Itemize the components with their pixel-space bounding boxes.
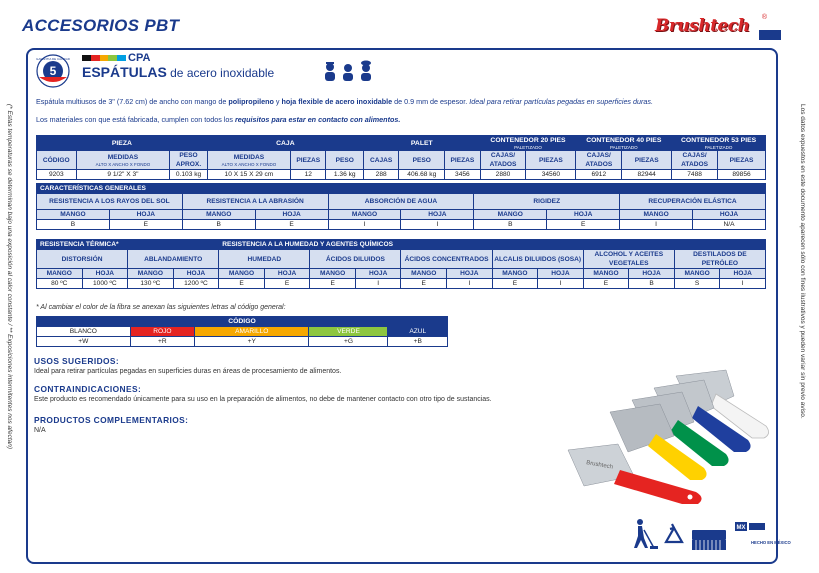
resistance-sub-mango-2: MANGO bbox=[219, 269, 265, 279]
col-c20-piezas: PIEZAS bbox=[526, 151, 576, 170]
blade-brand-text: Brushtech bbox=[585, 460, 614, 471]
group-pieza: PIEZA bbox=[37, 136, 208, 151]
color-name-2: AMARILLO bbox=[195, 327, 309, 337]
group-cont20-label: CONTENEDOR 20 PIES bbox=[490, 137, 566, 144]
table-cell-3: 10 X 15 X 29 cm bbox=[207, 170, 290, 180]
feature-col-1: RESISTENCIA A LA ABRASIÓN bbox=[182, 194, 328, 210]
usos-body: Ideal para retirar partículas pegadas en superficies duras en áreas de procesamiento de alimentos. bbox=[34, 368, 342, 375]
resistance-col-6: ALCOHOL Y ACEITES VEGETALES bbox=[583, 250, 674, 269]
resistance-sub-hoja-4: HOJA bbox=[447, 269, 493, 279]
side-note-right-text: Los datos expuestos en este documento aparecen sólo con fines ilustrativos y pueden variar sin previo aviso. bbox=[799, 104, 806, 419]
desc-text-c: y bbox=[273, 97, 282, 106]
resistance-sub-hoja-7: HOJA bbox=[720, 269, 766, 279]
resistance-value-4: E bbox=[219, 279, 265, 289]
color-stripe-3 bbox=[108, 55, 117, 61]
feature-sub-mango-4: MANGO bbox=[620, 210, 693, 220]
group-cont53-label: CONTENEDOR 53 PIES bbox=[681, 137, 757, 144]
table-cell-12: 82944 bbox=[622, 170, 672, 180]
side-note-right bbox=[799, 104, 813, 494]
col-medidas-label: MEDIDAS bbox=[107, 154, 139, 161]
feature-sub-hoja-0: HOJA bbox=[109, 210, 182, 220]
comp-body: N/A bbox=[34, 427, 46, 434]
color-code-2: +Y bbox=[195, 337, 309, 347]
col-caja-medidas bbox=[207, 151, 290, 170]
color-name-3: VERDE bbox=[309, 327, 388, 337]
color-stripe-2 bbox=[100, 55, 109, 61]
description-line-1 bbox=[36, 97, 653, 106]
feature-sub-hoja-3: HOJA bbox=[547, 210, 620, 220]
resistance-sub-mango-0: MANGO bbox=[37, 269, 83, 279]
table-cell-9: 2880 bbox=[480, 170, 526, 180]
desc2-text-b: requisitos para estar en contacto con alimentos. bbox=[234, 115, 401, 124]
quality-badge bbox=[36, 54, 70, 88]
resistance-value-2: 130 ºC bbox=[128, 279, 174, 289]
desc2-text-a: Los materiales con que está fabricada, cumplen con todos los bbox=[36, 115, 235, 124]
col-caja-medidas-label: MEDIDAS bbox=[233, 154, 265, 161]
resistance-sub-hoja-6: HOJA bbox=[629, 269, 675, 279]
thermal-title: RESISTENCIA TÉRMICA* bbox=[37, 240, 219, 250]
color-name-4: AZUL bbox=[388, 327, 448, 337]
usos-title: USOS SUGERIDOS: bbox=[34, 356, 120, 366]
feature-value-2: B bbox=[182, 220, 255, 230]
feature-value-6: B bbox=[474, 220, 547, 230]
quality-badge-number: 5 bbox=[49, 64, 57, 78]
mx-label: MX bbox=[736, 525, 746, 531]
resistance-sub-mango-4: MANGO bbox=[401, 269, 447, 279]
page-title: ACCESORIOS PBT bbox=[22, 16, 180, 35]
col-medidas-sub: ALTO X ANCHO X FONDO bbox=[95, 162, 151, 167]
resistance-value-1: 1000 ºC bbox=[82, 279, 128, 289]
desc-text-a: Espátula multiusos de 3" (7.62 cm) de ancho con mango de bbox=[36, 97, 229, 106]
col-c53-piezas: PIEZAS bbox=[718, 151, 766, 170]
col-palet-cajas: CAJAS bbox=[363, 151, 398, 170]
feature-sub-mango-3: MANGO bbox=[474, 210, 547, 220]
resistance-value-9: I bbox=[447, 279, 493, 289]
resistance-sub-mango-7: MANGO bbox=[674, 269, 720, 279]
made-in-label: HECHO EN MÉXICO bbox=[751, 540, 791, 545]
palletized-53: PALETIZADO bbox=[704, 145, 733, 150]
feature-sub-mango-1: MANGO bbox=[182, 210, 255, 220]
brand-bar-shape bbox=[759, 30, 781, 40]
color-code-4: +B bbox=[388, 337, 448, 347]
resistance-col-4: ÁCIDOS CONCENTRADOS bbox=[401, 250, 492, 269]
group-caja: CAJA bbox=[207, 136, 363, 151]
col-caja-peso: PESO bbox=[326, 151, 363, 170]
resistance-col-3: ÁCIDOS DILUIDOS bbox=[310, 250, 401, 269]
table-row bbox=[37, 220, 766, 230]
col-palet-piezas: PIEZAS bbox=[445, 151, 480, 170]
resistance-value-11: I bbox=[538, 279, 584, 289]
desc-text-f: Ideal para retirar partículas pegadas en superficies duras. bbox=[469, 97, 654, 106]
resistance-value-6: E bbox=[310, 279, 356, 289]
resistance-sub-hoja-5: HOJA bbox=[538, 269, 584, 279]
table-cell-2: 0.103 kg bbox=[170, 170, 207, 180]
resistance-sub-mango-1: MANGO bbox=[128, 269, 174, 279]
color-stripe-1 bbox=[91, 55, 100, 61]
color-name-1: ROJO bbox=[130, 327, 194, 337]
color-code-1: +R bbox=[130, 337, 194, 347]
resistance-value-0: 80 ºC bbox=[37, 279, 83, 289]
cpa-label: CPA bbox=[128, 52, 151, 64]
desc-text-e: de 0.9 mm de espesor. bbox=[392, 97, 470, 106]
table-cell-10: 34560 bbox=[526, 170, 576, 180]
resistance-value-5: E bbox=[264, 279, 310, 289]
feature-sub-hoja-2: HOJA bbox=[401, 210, 474, 220]
col-c20-cajas: CAJAS/ ATADOS bbox=[480, 151, 526, 170]
resistance-col-0: DISTORSIÓN bbox=[37, 250, 128, 269]
resistance-value-14: S bbox=[674, 279, 720, 289]
brand-registered-mark: ® bbox=[761, 14, 767, 21]
cleaning-icon bbox=[634, 519, 658, 549]
brush-icon bbox=[692, 530, 726, 550]
resistance-sub-mango-6: MANGO bbox=[583, 269, 629, 279]
group-cont53 bbox=[672, 136, 766, 151]
feature-sub-hoja-4: HOJA bbox=[693, 210, 766, 220]
product-title bbox=[82, 64, 274, 80]
spatulas-photo bbox=[566, 366, 776, 516]
general-features-table bbox=[36, 183, 766, 230]
resistance-value-10: E bbox=[492, 279, 538, 289]
col-medidas bbox=[76, 151, 170, 170]
color-stripe-4 bbox=[117, 55, 126, 61]
feature-value-3: E bbox=[255, 220, 328, 230]
resistance-value-8: E bbox=[401, 279, 447, 289]
palletized-20: PALETIZADO bbox=[514, 145, 542, 150]
desc-text-d: hoja flexible de acero inoxidable bbox=[281, 97, 393, 106]
group-cont20 bbox=[480, 136, 576, 151]
table-cell-13: 7488 bbox=[672, 170, 718, 180]
brand-logo bbox=[655, 14, 773, 44]
table-cell-4: 12 bbox=[291, 170, 326, 180]
resistance-sub-hoja-2: HOJA bbox=[264, 269, 310, 279]
color-code-title: CÓDIGO bbox=[37, 317, 448, 327]
color-code-0: +W bbox=[37, 337, 131, 347]
resistance-value-12: E bbox=[583, 279, 629, 289]
feature-value-5: I bbox=[401, 220, 474, 230]
group-cont40 bbox=[576, 136, 672, 151]
feature-col-3: RIGIDEZ bbox=[474, 194, 620, 210]
resistance-value-13: B bbox=[629, 279, 675, 289]
general-features-title: CARACTERÍSTICAS GENERALES bbox=[37, 184, 766, 194]
resistance-col-7: DESTILADOS DE PETRÓLEO bbox=[674, 250, 765, 269]
color-code-table bbox=[36, 316, 448, 347]
resistance-sub-hoja-3: HOJA bbox=[355, 269, 401, 279]
color-stripes bbox=[82, 55, 126, 61]
resistance-table bbox=[36, 239, 766, 289]
logistics-table bbox=[36, 135, 766, 180]
side-note-left bbox=[6, 104, 20, 494]
palletized-40: PALETIZADO bbox=[609, 145, 638, 150]
product-name: ESPÁTULAS bbox=[82, 64, 167, 80]
color-stripe-0 bbox=[82, 55, 91, 61]
col-codigo: CÓDIGO bbox=[37, 151, 77, 170]
footer-icons bbox=[630, 516, 791, 552]
resistance-col-2: HUMEDAD bbox=[219, 250, 310, 269]
col-palet-peso: PESO bbox=[399, 151, 445, 170]
resistance-col-5: ALCALIS DILUIDOS (SOSA) bbox=[492, 250, 583, 269]
table-cell-6: 288 bbox=[363, 170, 398, 180]
contra-body: Este producto es recomendado únicamente para su uso en la preparación de alimentos, no debe de mantener contacto con otro tipo de sustancias. bbox=[34, 396, 492, 403]
color-name-0: BLANCO bbox=[37, 327, 131, 337]
col-c40-piezas: PIEZAS bbox=[622, 151, 672, 170]
description-line-2 bbox=[36, 115, 400, 124]
table-cell-0: 9203 bbox=[37, 170, 77, 180]
feature-value-4: I bbox=[328, 220, 401, 230]
col-peso-aprox: PESO APROX. bbox=[170, 151, 207, 170]
comp-title: PRODUCTOS COMPLEMENTARIOS: bbox=[34, 415, 189, 425]
table-cell-7: 406.68 kg bbox=[399, 170, 445, 180]
group-palet: PALET bbox=[363, 136, 480, 151]
table-cell-11: 6912 bbox=[576, 170, 622, 180]
col-caja-piezas: PIEZAS bbox=[291, 151, 326, 170]
contra-title: CONTRAINDICACIONES: bbox=[34, 384, 142, 394]
resistance-value-3: 1200 ºC bbox=[173, 279, 219, 289]
feature-sub-hoja-1: HOJA bbox=[255, 210, 328, 220]
product-name-suffix: de acero inoxidable bbox=[166, 66, 275, 80]
food-workers-icon bbox=[322, 60, 376, 82]
feature-value-9: N/A bbox=[693, 220, 766, 230]
color-code-3: +G bbox=[309, 337, 388, 347]
resistance-sub-mango-3: MANGO bbox=[310, 269, 356, 279]
resistance-sub-hoja-1: HOJA bbox=[173, 269, 219, 279]
feature-sub-mango-2: MANGO bbox=[328, 210, 401, 220]
made-in-mexico-icon bbox=[734, 520, 792, 550]
feature-col-0: RESISTENCIA A LOS RAYOS DEL SOL bbox=[37, 194, 183, 210]
resistance-value-7: I bbox=[355, 279, 401, 289]
feature-col-2: ABSORCIÓN DE AGUA bbox=[328, 194, 474, 210]
feature-col-4: RECUPERACIÓN ELÁSTICA bbox=[620, 194, 766, 210]
resistance-col-1: ABLANDAMIENTO bbox=[128, 250, 219, 269]
col-c53-cajas: CAJAS/ ATADOS bbox=[672, 151, 718, 170]
feature-value-0: B bbox=[37, 220, 110, 230]
side-note-left-text: (* Estas temperaturas se determinan bajo una exposición al calor constante / ** Exposiciones intermitentes nos afectan) bbox=[6, 104, 13, 450]
desc-text-b: polipropileno bbox=[228, 97, 274, 106]
col-c40-cajas: CAJAS/ ATADOS bbox=[576, 151, 622, 170]
table-cell-5: 1.36 kg bbox=[326, 170, 363, 180]
table-row bbox=[37, 170, 766, 180]
table-row bbox=[37, 279, 766, 289]
quality-badge-text: GARANTIA DE CALIDAD bbox=[35, 57, 71, 61]
brand-logo-text: Brushtech bbox=[655, 16, 750, 36]
feature-sub-mango-0: MANGO bbox=[37, 210, 110, 220]
resistance-value-15: I bbox=[720, 279, 766, 289]
resistance-sub-mango-5: MANGO bbox=[492, 269, 538, 279]
group-cont40-label: CONTENEDOR 40 PIES bbox=[586, 137, 662, 144]
table-cell-8: 3456 bbox=[445, 170, 480, 180]
color-note: * Al cambiar el color de la fibra se anexan las siguientes letras al código general: bbox=[36, 304, 286, 311]
table-cell-14: 89856 bbox=[718, 170, 766, 180]
table-cell-1: 9 1/2" X 3" bbox=[76, 170, 170, 180]
col-caja-medidas-sub: ALTO X ANCHO X FONDO bbox=[221, 162, 277, 167]
feature-value-1: E bbox=[109, 220, 182, 230]
feature-value-8: I bbox=[620, 220, 693, 230]
resistance-sub-hoja-0: HOJA bbox=[82, 269, 128, 279]
recycle-icon bbox=[666, 524, 682, 542]
chemical-title: RESISTENCIA A LA HUMEDAD Y AGENTES QUÍMICOS bbox=[219, 240, 766, 250]
feature-value-7: E bbox=[547, 220, 620, 230]
